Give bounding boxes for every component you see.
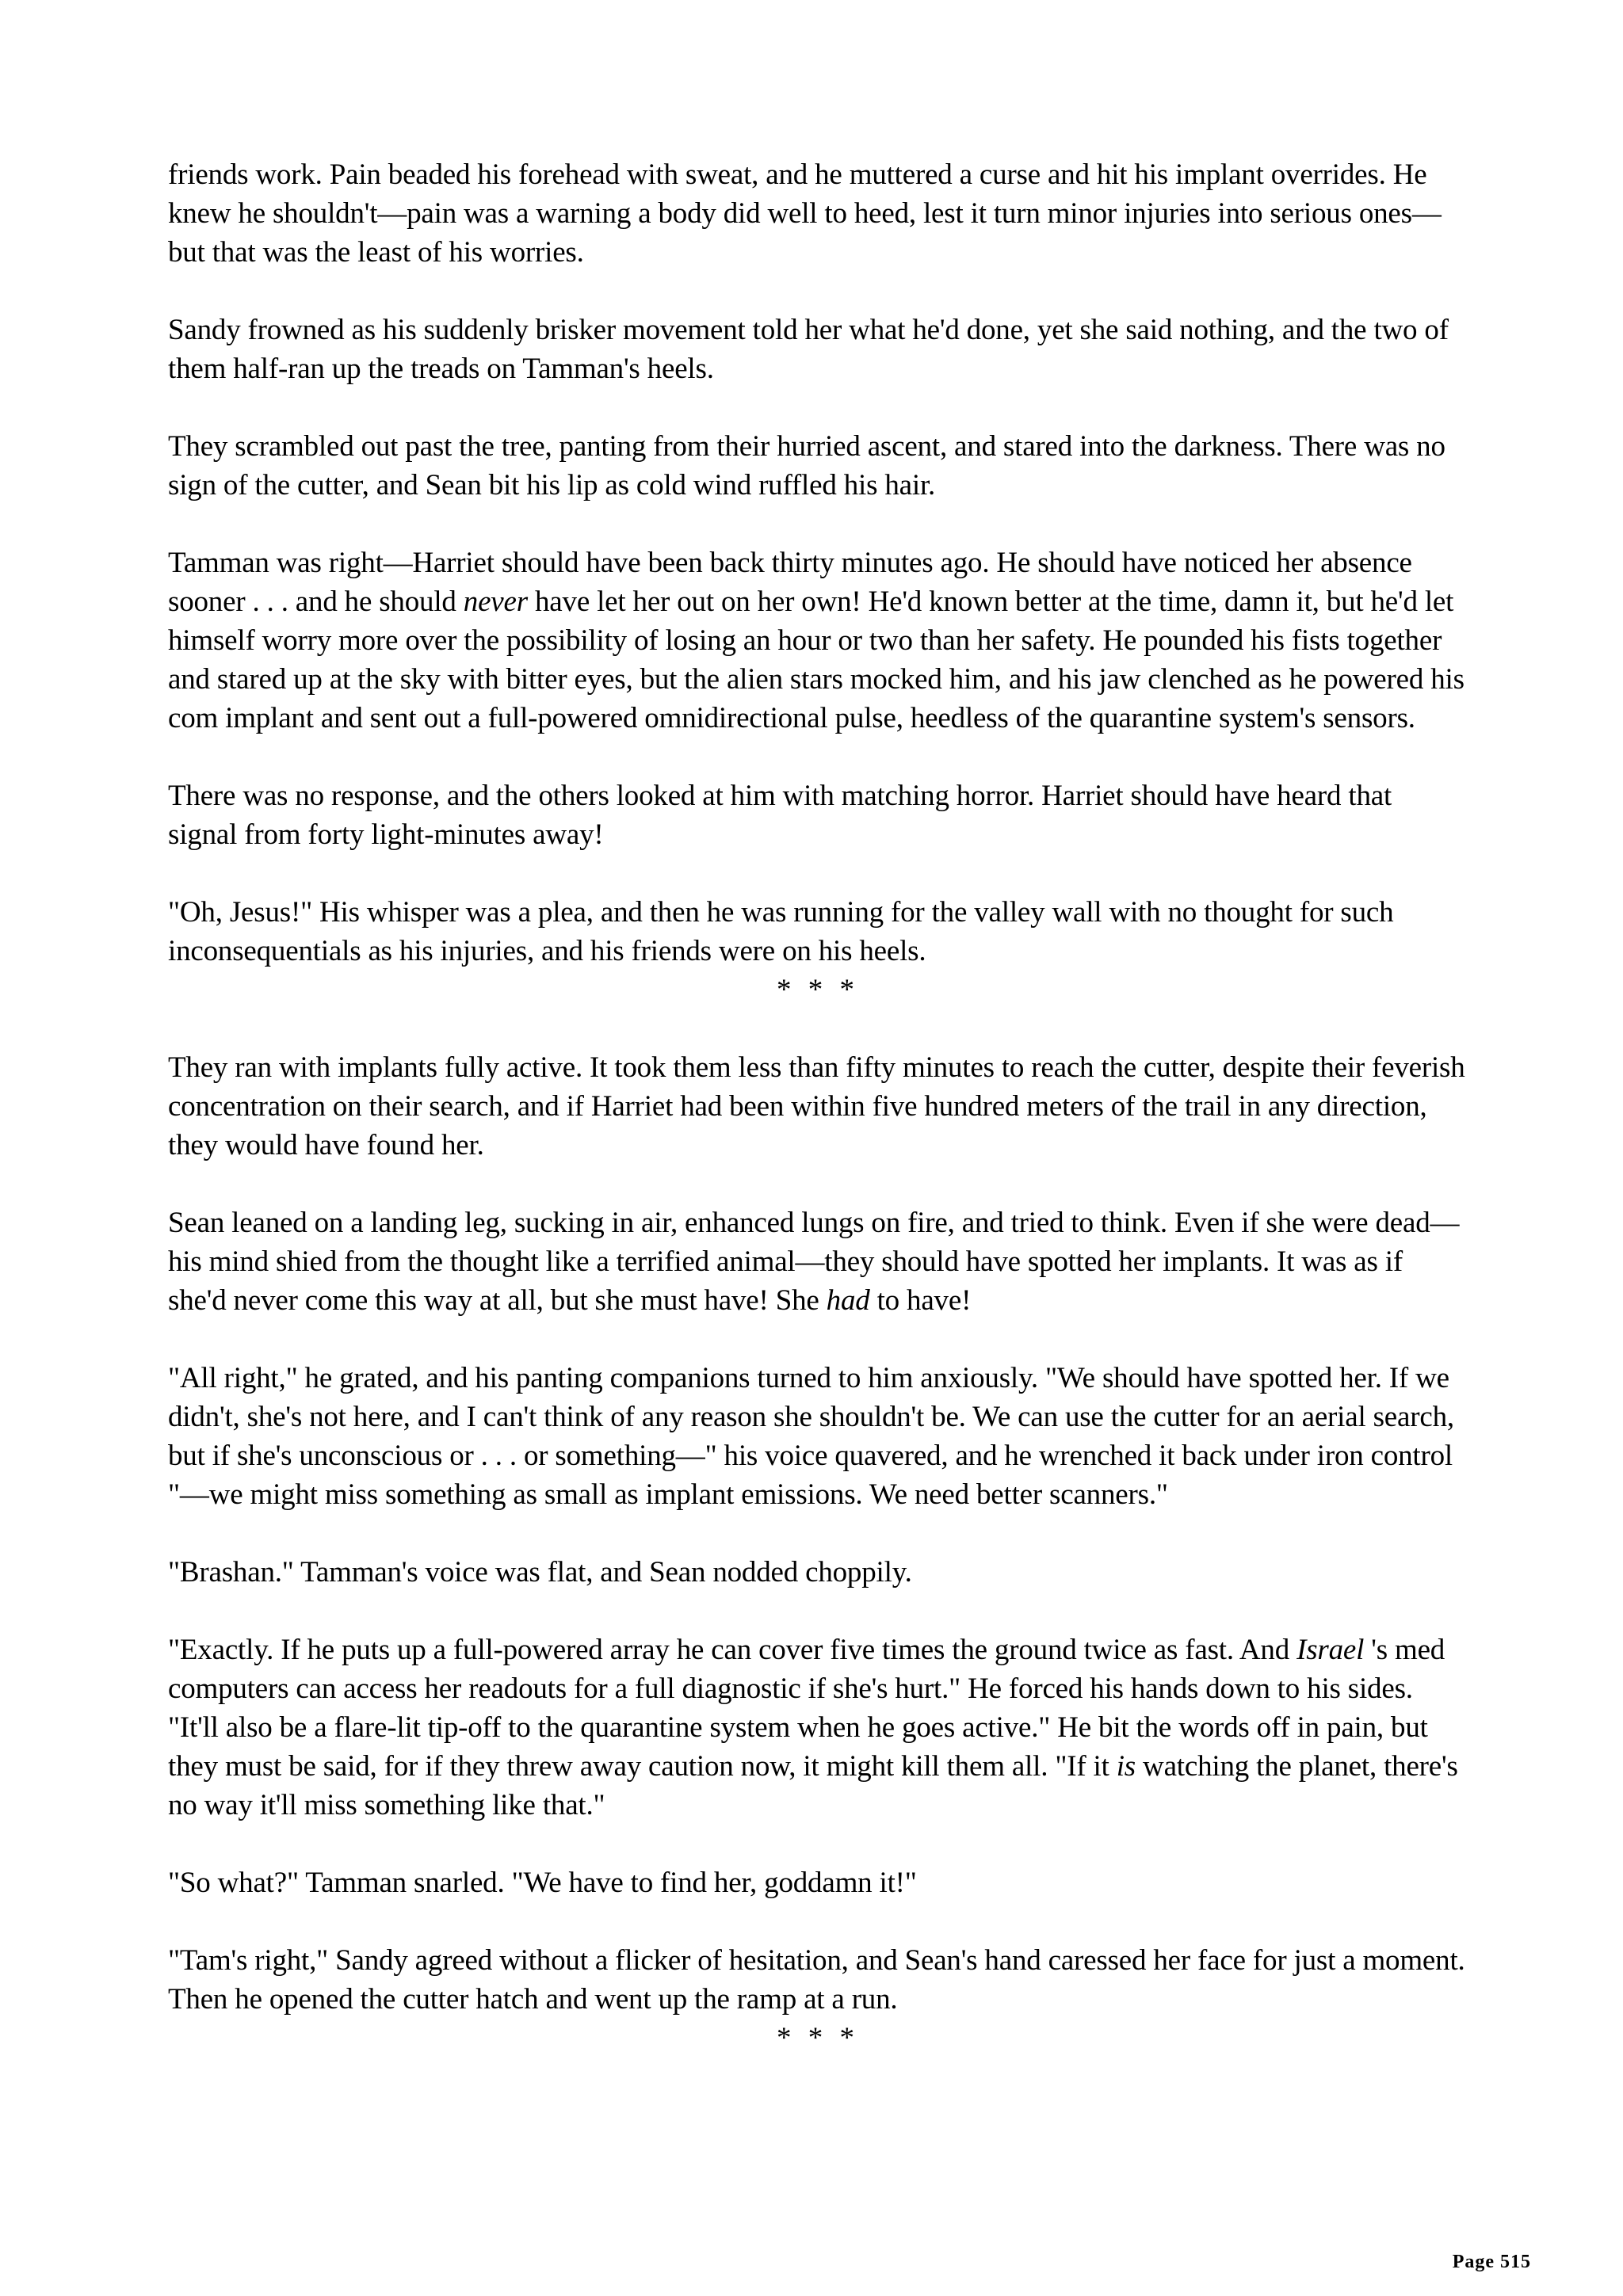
italic-emphasis: is: [1116, 1750, 1136, 1783]
paragraph: Tamman was right—Harriet should have been back thirty minutes ago. He should have noticed her absence sooner . . . and he should never have let her out on her own! He'd known better at the time, damn it, but he'd let himself worry more over the possibility of losing an hour or two than her safety. He pounded his fists together and stared up at the sky with bitter eyes, but the alien stars mocked him, and his jaw clenched as he powered his com implant and sent out a full-powered omnidirectional pulse, heedless of the quarantine system's sensors.: [168, 547, 1465, 734]
paragraph: They scrambled out past the tree, panting from their hurried ascent, and stared into the darkness. There was no sign of the cutter, and Sean bit his lip as cold wind ruffled his hair.: [168, 430, 1445, 502]
paragraph: Sandy frowned as his suddenly brisker movement told her what he'd done, yet she said nothing, and the two of them half-ran up the treads on Tamman's heels.: [168, 314, 1449, 385]
paragraph: Sean leaned on a landing leg, sucking in air, enhanced lungs on fire, and tried to think. Even if she were dead—his mind shied from the thought like a terrified animal—they should have spotted her implants. It was as if she'd never come this way at all, but she must have! She had to have!: [168, 1207, 1460, 1317]
book-page-body: [168, 155, 1468, 2058]
scene-break: * * *: [777, 2022, 859, 2054]
paragraph: "Brashan." Tamman's voice was flat, and Sean nodded choppily.: [168, 1556, 912, 1589]
paragraph: There was no response, and the others looked at him with matching horror. Harriet should have heard that signal from forty light-minutes away!: [168, 780, 1392, 851]
italic-emphasis: Israel: [1296, 1634, 1365, 1666]
paragraph: "Oh, Jesus!" His whisper was a plea, and then he was running for the valley wall with no thought for such inconsequentials as his injuries, and his friends were on his heels.: [168, 896, 1394, 967]
paragraph: friends work. Pain beaded his forehead with sweat, and he muttered a curse and hit his implant overrides. He knew he shouldn't—pain was a warning a body did well to heed, lest it turn minor injuries into serious ones—but that was the least of his worries.: [168, 158, 1442, 269]
scene-break: * * *: [777, 974, 859, 1006]
paragraph: "Tam's right," Sandy agreed without a flicker of hesitation, and Sean's hand caressed her face for just a moment. Then he opened the cutter hatch and went up the ramp at a run.: [168, 1944, 1465, 2016]
paragraph: "So what?" Tamman snarled. "We have to find her, goddamn it!": [168, 1867, 917, 1899]
italic-emphasis: had: [826, 1284, 870, 1317]
paragraph: "Exactly. If he puts up a full-powered array he can cover five times the ground twice as fast. And Israel 's med computers can access her readouts for a full diagnostic if she's hurt." He forced his hands down to his sides. "It'll also be a flare-lit tip-off to the quarantine system when he goes active." He bit the words off in pain, but they must be said, for if they threw away caution now, it might kill them all. "If it is watching the planet, there's no way it'll miss something like that.": [168, 1634, 1458, 1821]
paragraph: "All right," he grated, and his panting companions turned to him anxiously. "We should have spotted her. If we didn't, she's not here, and I can't think of any reason she shouldn't be. We can use the cutter for an aerial search, but if she's unconscious or . . . or something—" his voice quavered, and he wrenched it back under iron control "—we might miss something as small as implant emissions. We need better scanners.": [168, 1362, 1454, 1511]
paragraph: They ran with implants fully active. It took them less than fifty minutes to reach the cutter, despite their feverish concentration on their search, and if Harriet had been within five hundred meters of the trail in any direction, they would have found her.: [168, 1051, 1465, 1161]
italic-emphasis: never: [463, 585, 528, 618]
page-number: Page 515: [1452, 2252, 1531, 2272]
